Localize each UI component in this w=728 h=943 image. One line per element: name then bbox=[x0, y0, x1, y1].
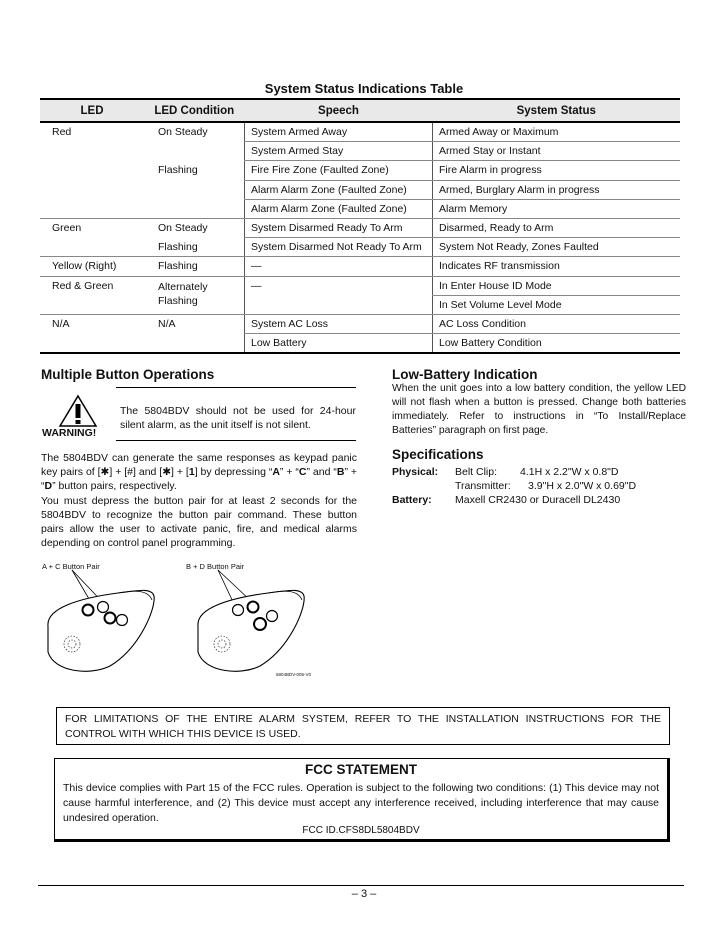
led-cell bbox=[40, 334, 144, 354]
table-row bbox=[40, 180, 680, 199]
limitations-notice-box bbox=[56, 707, 670, 745]
para-text: ” and “ bbox=[306, 466, 337, 478]
status-cell: In Set Volume Level Mode bbox=[433, 295, 681, 314]
speech-cell: System Armed Away bbox=[245, 122, 433, 142]
status-table bbox=[40, 98, 680, 354]
fcc-id: FCC ID.CFS8DL5804BDV bbox=[302, 825, 420, 836]
table-row bbox=[40, 161, 680, 180]
table-row bbox=[40, 199, 680, 218]
condition-cell: Flashing bbox=[158, 163, 198, 176]
speech-cell: Alarm Alarm Zone (Faulted Zone) bbox=[245, 199, 433, 218]
col-header-condition: LED Condition bbox=[144, 99, 245, 122]
condition-cell bbox=[144, 334, 245, 354]
status-cell: Fire Alarm in progress bbox=[433, 161, 681, 180]
para-text: ] by depressing “ bbox=[194, 466, 273, 478]
table-row bbox=[40, 122, 680, 142]
table-row bbox=[40, 218, 680, 237]
table-row bbox=[40, 142, 680, 161]
led-cell bbox=[40, 238, 144, 257]
warning-top-rule bbox=[116, 387, 356, 388]
condition-cell: N/A bbox=[144, 314, 245, 333]
fcc-title: FCC STATEMENT bbox=[305, 762, 417, 777]
status-cell: AC Loss Condition bbox=[433, 314, 681, 333]
battery-value: Maxell CR2430 or Duracell DL2430 bbox=[455, 494, 621, 506]
figure-code: 5804BDV-005-V0 bbox=[276, 672, 312, 677]
speech-cell: System AC Loss bbox=[245, 314, 433, 333]
status-cell: Alarm Memory bbox=[433, 199, 681, 218]
status-cell: System Not Ready, Zones Faulted bbox=[433, 238, 681, 257]
speech-cell: Low Battery bbox=[245, 334, 433, 354]
status-cell: Armed Away or Maximum bbox=[433, 122, 681, 142]
transmitter-value: 3.9"H x 2.0"W x 0.69"D bbox=[528, 480, 637, 492]
key-1: 1 bbox=[188, 466, 195, 478]
table-row bbox=[40, 238, 680, 257]
para-text: ] + [ bbox=[171, 466, 189, 478]
hold-duration-paragraph: You must depress the button pair for at least 2 seconds for the 5804BDV to recognize the button pair command. These button pairs allow the user to activate panic, fire, and medical alarms depending on control panel programming. bbox=[41, 495, 357, 549]
col-header-status: System Status bbox=[433, 99, 681, 122]
speech-cell: Fire Fire Zone (Faulted Zone) bbox=[245, 161, 433, 180]
asterisk-icon: ✱ bbox=[162, 466, 172, 478]
warning-icon bbox=[58, 394, 98, 428]
transmitter-label: Transmitter: bbox=[455, 480, 511, 492]
status-cell: Armed Stay or Instant bbox=[433, 142, 681, 161]
condition-cell: Flashing bbox=[144, 257, 245, 276]
table-row bbox=[40, 314, 680, 333]
status-cell: Low Battery Condition bbox=[433, 334, 681, 354]
col-header-led: LED bbox=[40, 99, 144, 122]
speech-cell: Alarm Alarm Zone (Faulted Zone) bbox=[245, 180, 433, 199]
specifications-heading: Specifications bbox=[392, 447, 484, 462]
footer-rule bbox=[38, 885, 684, 886]
key-b: B bbox=[336, 466, 345, 478]
led-cell: Red & Green bbox=[40, 276, 144, 295]
warning-bottom-rule bbox=[116, 440, 356, 441]
condition-cell bbox=[144, 142, 245, 161]
led-cell bbox=[40, 142, 144, 161]
belt-clip-label: Belt Clip: bbox=[455, 466, 498, 478]
table-row bbox=[40, 257, 680, 276]
led-cell bbox=[40, 295, 144, 314]
fcc-text: This device complies with Part 15 of the FCC rules. Operation is subject to the following two conditions: (1) This device may not cause harmful interference, and (2) This device must accept any interference received, including interference that may cause undesired operation. bbox=[63, 782, 659, 824]
condition-cell bbox=[144, 199, 245, 218]
para-text: ” + “ bbox=[41, 466, 357, 492]
speech-cell: System Disarmed Ready To Arm bbox=[245, 218, 433, 237]
status-cell: Armed, Burglary Alarm in progress bbox=[433, 180, 681, 199]
status-cell: Disarmed, Ready to Arm bbox=[433, 218, 681, 237]
condition-cell: On Steady bbox=[144, 122, 245, 142]
key-c: C bbox=[298, 466, 307, 478]
table-row bbox=[40, 334, 680, 354]
led-cell: Yellow (Right) bbox=[40, 257, 144, 276]
remote-bd-illustration bbox=[190, 568, 320, 678]
condition-cell: On Steady bbox=[144, 218, 245, 237]
led-cell bbox=[40, 199, 144, 218]
status-cell: Indicates RF transmission bbox=[433, 257, 681, 276]
warning-label: WARNING! bbox=[42, 427, 97, 439]
multiple-button-heading: Multiple Button Operations bbox=[41, 367, 215, 382]
physical-label: Physical: bbox=[392, 466, 439, 478]
key-a: A bbox=[272, 466, 280, 478]
led-cell: Green bbox=[40, 218, 144, 237]
led-cell: N/A bbox=[40, 314, 144, 333]
asterisk-icon: ✱ bbox=[100, 466, 110, 478]
warning-text: The 5804BDV should not be used for 24-hour silent alarm, as the unit itself is not silent. bbox=[120, 405, 356, 431]
belt-clip-value: 4.1H x 2.2"W x 0.8"D bbox=[520, 466, 619, 478]
table-header-row bbox=[40, 99, 680, 122]
speech-cell: — bbox=[245, 276, 433, 314]
led-cell: Red bbox=[40, 122, 144, 142]
button-pair-paragraph bbox=[41, 451, 357, 493]
condition-cell bbox=[144, 180, 245, 199]
remote-ac-illustration bbox=[40, 568, 170, 678]
para-text: ” + “ bbox=[279, 466, 299, 478]
table-row bbox=[40, 276, 680, 295]
fig-label-ac: A + C Button Pair bbox=[42, 562, 100, 571]
speech-cell: — bbox=[245, 257, 433, 276]
col-header-speech: Speech bbox=[245, 99, 433, 122]
key-d: D bbox=[44, 480, 53, 492]
fig-label-bd: B + D Button Pair bbox=[186, 562, 245, 571]
low-battery-text: When the unit goes into a low battery condition, the yellow LED will not flash when a button is pressed. Change both batteries immediately. Refer to instructions in “To Install/Replace Batteries” paragraph on first page. bbox=[392, 383, 686, 436]
para-text: ” button pairs, respectively. bbox=[52, 480, 177, 492]
table-title: System Status Indications Table bbox=[264, 81, 464, 96]
para-text: The 5804BDV can generate the same responses as keypad panic key pairs of [ bbox=[41, 452, 357, 478]
battery-label: Battery: bbox=[392, 494, 432, 506]
condition-cell: Flashing bbox=[158, 240, 198, 253]
status-cell: In Enter House ID Mode bbox=[433, 276, 681, 295]
para-text: ] + [#] and [ bbox=[109, 466, 163, 478]
speech-cell: System Armed Stay bbox=[245, 142, 433, 161]
page-number: – 3 – bbox=[351, 888, 377, 900]
fcc-statement-box bbox=[54, 758, 670, 842]
condition-cell: Alternately Flashing bbox=[144, 276, 245, 314]
led-cell bbox=[40, 180, 144, 199]
limitations-notice-text: FOR LIMITATIONS OF THE ENTIRE ALARM SYSTEM, REFER TO THE INSTALLATION INSTRUCTIONS FOR THE CONTROL WITH WHICH THIS DEVICE IS USED. bbox=[65, 713, 661, 740]
low-battery-heading: Low-Battery Indication bbox=[392, 367, 538, 382]
led-cell bbox=[40, 161, 144, 180]
speech-cell: System Disarmed Not Ready To Arm bbox=[245, 238, 433, 257]
